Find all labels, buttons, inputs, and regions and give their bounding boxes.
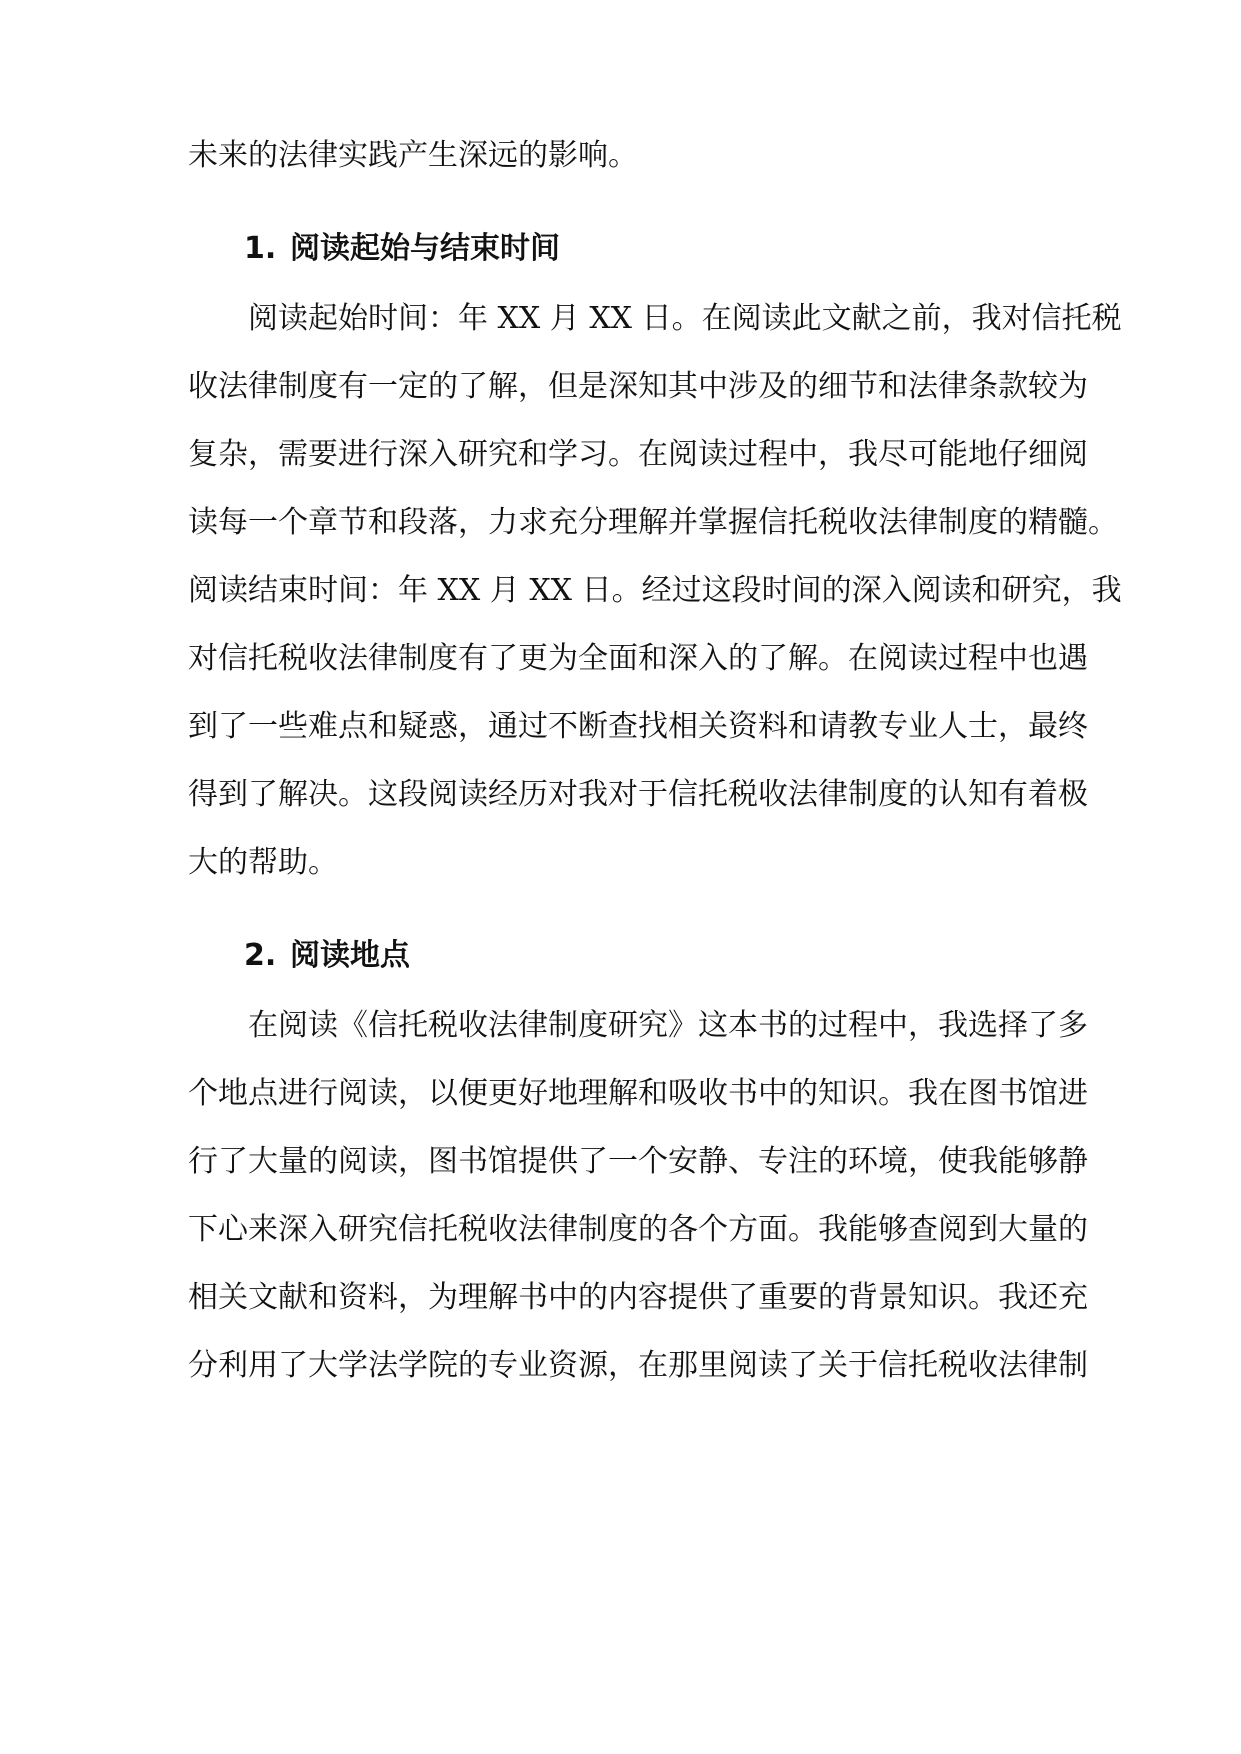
section-1-line: 收法律制度有一定的了解，但是深知其中涉及的细节和法律条款较为 (188, 369, 1088, 404)
section-1-title: 阅读起始与结束时间 (290, 231, 560, 266)
section-2-heading (244, 936, 410, 976)
section-2-line: 相关文献和资料，为理解书中的内容提供了重要的背景知识。我还充 (188, 1280, 1088, 1315)
section-1-line: 得到了解决。这段阅读经历对我对于信托税收法律制度的认知有着极 (188, 777, 1088, 812)
section-2-line: 分利用了大学法学院的专业资源，在那里阅读了关于信托税收法律制 (188, 1348, 1088, 1383)
section-2-title: 阅读地点 (290, 938, 410, 973)
section-2-line: 行了大量的阅读，图书馆提供了一个安静、专注的环境，使我能够静 (188, 1144, 1088, 1179)
section-1-line: 读每一个章节和段落，力求充分理解并掌握信托税收法律制度的精髓。 (188, 505, 1118, 540)
section-1-number: 1. (244, 231, 277, 266)
section-1-line: 复杂，需要进行深入研究和学习。在阅读过程中，我尽可能地仔细阅 (188, 437, 1088, 472)
section-1-line: 阅读结束时间：年 XX 月 XX 日。经过这段时间的深入阅读和研究，我 (188, 573, 1122, 608)
continuation-line: 未来的法律实践产生深远的影响。 (188, 138, 638, 173)
section-2-line: 下心来深入研究信托税收法律制度的各个方面。我能够查阅到大量的 (188, 1212, 1088, 1247)
section-1-line: 阅读起始时间：年 XX 月 XX 日。在阅读此文献之前，我对信托税 (248, 301, 1122, 336)
section-1-line: 大的帮助。 (188, 845, 338, 880)
section-2-line: 个地点进行阅读，以便更好地理解和吸收书中的知识。我在图书馆进 (188, 1076, 1088, 1111)
section-1-heading (244, 229, 560, 269)
section-1-line: 对信托税收法律制度有了更为全面和深入的了解。在阅读过程中也遇 (188, 641, 1088, 676)
section-2-line: 在阅读《信托税收法律制度研究》这本书的过程中，我选择了多 (248, 1008, 1088, 1043)
section-1-line: 到了一些难点和疑惑，通过不断查找相关资料和请教专业人士，最终 (188, 709, 1088, 744)
section-2-number: 2. (244, 938, 277, 973)
